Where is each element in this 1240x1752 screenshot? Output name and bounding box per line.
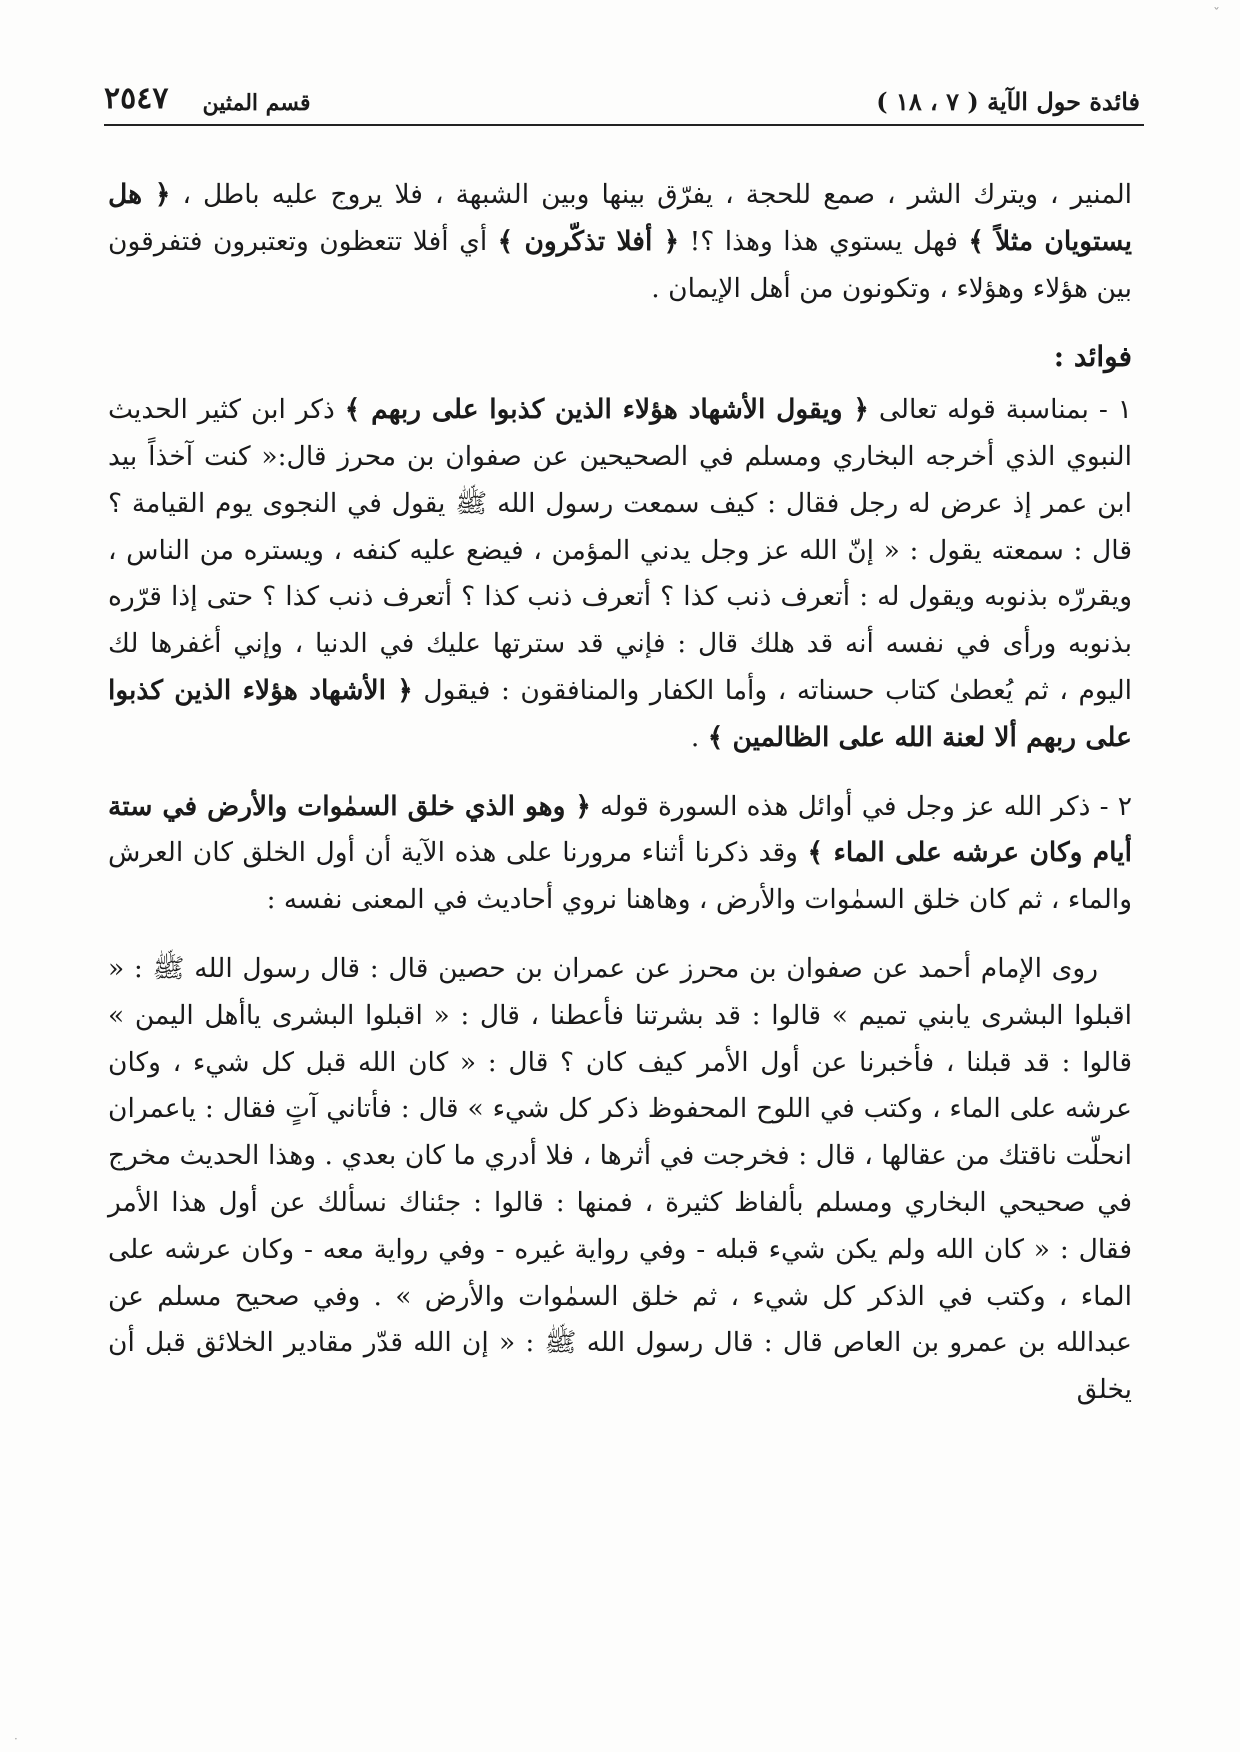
benefit-1-text-1: ١ - بمناسبة قوله تعالى — [868, 394, 1132, 426]
header-rule — [104, 124, 1144, 126]
paragraph-benefit-1 — [108, 387, 1132, 761]
section-name: قسم المثين — [202, 90, 311, 116]
running-header — [104, 72, 1140, 116]
quran-quote: ﴿ الأشهاد هؤلاء الذين كذبوا على ربهم ألا لعنة الله على الظالمين ﴾ — [108, 674, 1132, 753]
benefit-2-text-1: ٢ - ذكر الله عز وجل في أوائل هذه السورة قوله — [590, 790, 1132, 822]
page-number: ٢٥٤٧ — [104, 81, 169, 116]
section-heading-benefits: فوائد : — [1053, 340, 1132, 374]
intro-text-2: فهل يستوي هذا وهذا ؟! — [679, 225, 969, 257]
benefit-1-text-3: . — [690, 721, 708, 753]
scan-corner-mark: ˇ — [1213, 6, 1220, 22]
intro-text-1: المنير ، ويترك الشر ، صمع للحجة ، يفرّق بينها وبين الشبهة ، فلا يروج عليه باطل ، — [170, 179, 1133, 210]
chapter-title: فائدة حول الآية ( ٧ ، ١٨ ) — [876, 87, 1140, 116]
paragraph-benefit-2 — [108, 784, 1132, 924]
header-left-group — [104, 81, 310, 116]
scan-bottom-mark: · — [14, 1732, 18, 1746]
benefit-2-text-2: وقد ذكرنا أثناء مرورنا على هذه الآية أن أول الخلق كان العرش والماء ، ثم كان خلق السمٰوات والأرض ، وهاهنا نروي أحاديث في المعنى نفسه : — [108, 837, 1132, 916]
quran-quote: ﴿ ويقول الأشهاد هؤلاء الذين كذبوا على ربهم ﴾ — [344, 394, 869, 426]
paragraph-intro — [108, 172, 1132, 312]
quran-quote: ﴿ أفلا تذكّرون ﴾ — [497, 225, 680, 257]
quran-quote: ﴿ وهو الذي خلق السمٰوات والأرض في ستة أيام وكان عرشه على الماء ﴾ — [108, 790, 1132, 869]
intro-text-3: أي أفلا تتعظون وتعتبرون فتفرقون بين هؤلاء وهؤلاء ، وتكونون من أهل الإيمان . — [108, 225, 1132, 304]
quran-quote: ﴿ هل يستويان مثلاً ﴾ — [108, 179, 1133, 257]
benefit-1-text-2: ذكر ابن كثير الحديث النبوي الذي أخرجه البخاري ومسلم في الصحيحين عن صفوان بن محرز قال:« كنت آخذاً بيد ابن عمر إذ عرض له رجل فقال : كيف سمعت رسول الله ﷺ يقول في النجوى يوم القيامة ؟ قال : سمعته يقول : « إنّ الله عز وجل يدني المؤمن ، فيضع عليه كنفه ، ويستره من الناس ، ويقررّه بذنوبه ويقول له : أتعرف ذنب كذا ؟ أتعرف ذنب كذا ؟ أتعرف ذنب كذا ؟ حتى إذا قرّره بذنوبه ورأى في نفسه أنه قد هلك قال : فإني قد سترتها عليك في الدنيا ، وإني أغفرها لك اليوم ، ثم يُعطىٰ كتاب حسناته ، وأما الكفار والمنافقون : فيقول — [108, 394, 1133, 706]
page-body — [108, 172, 1132, 1414]
paragraph-hadith-narration: روى الإمام أحمد عن صفوان بن محرز عن عمران بن حصين قال : قال رسول الله ﷺ : « اقبلوا البشرى يابني تميم » قالوا : قد بشرتنا فأعطنا ، قال : « اقبلوا البشرى ياأهل اليمن » قالوا : قد قبلنا ، فأخبرنا عن أول الأمر كيف كان ؟ قال : « كان الله قبل كل شيء ، وكان عرشه على الماء ، وكتب في اللوح المحفوظ ذكر كل شيء » قال : فأتاني آتٍ فقال : ياعمران انحلّت ناقتك من عقالها ، قال : فخرجت في أثرها ، فلا أدري ما كان بعدي . وهذا الحديث مخرج في صحيحي البخاري ومسلم بألفاظ كثيرة ، فمنها : قالوا : جئناك نسألك عن أول هذا الأمر فقال : « كان الله ولم يكن شيء قبله - وفي رواية غيره - وفي رواية معه - وكان عرشه على الماء ، وكتب في الذكر كل شيء ، ثم خلق السمٰوات والأرض » . وفي صحيح مسلم عن عبدالله بن عمرو بن العاص قال : قال رسول الله ﷺ : « إن الله قدّر مقادير الخلائق قبل أن يخلق — [108, 952, 1132, 1406]
